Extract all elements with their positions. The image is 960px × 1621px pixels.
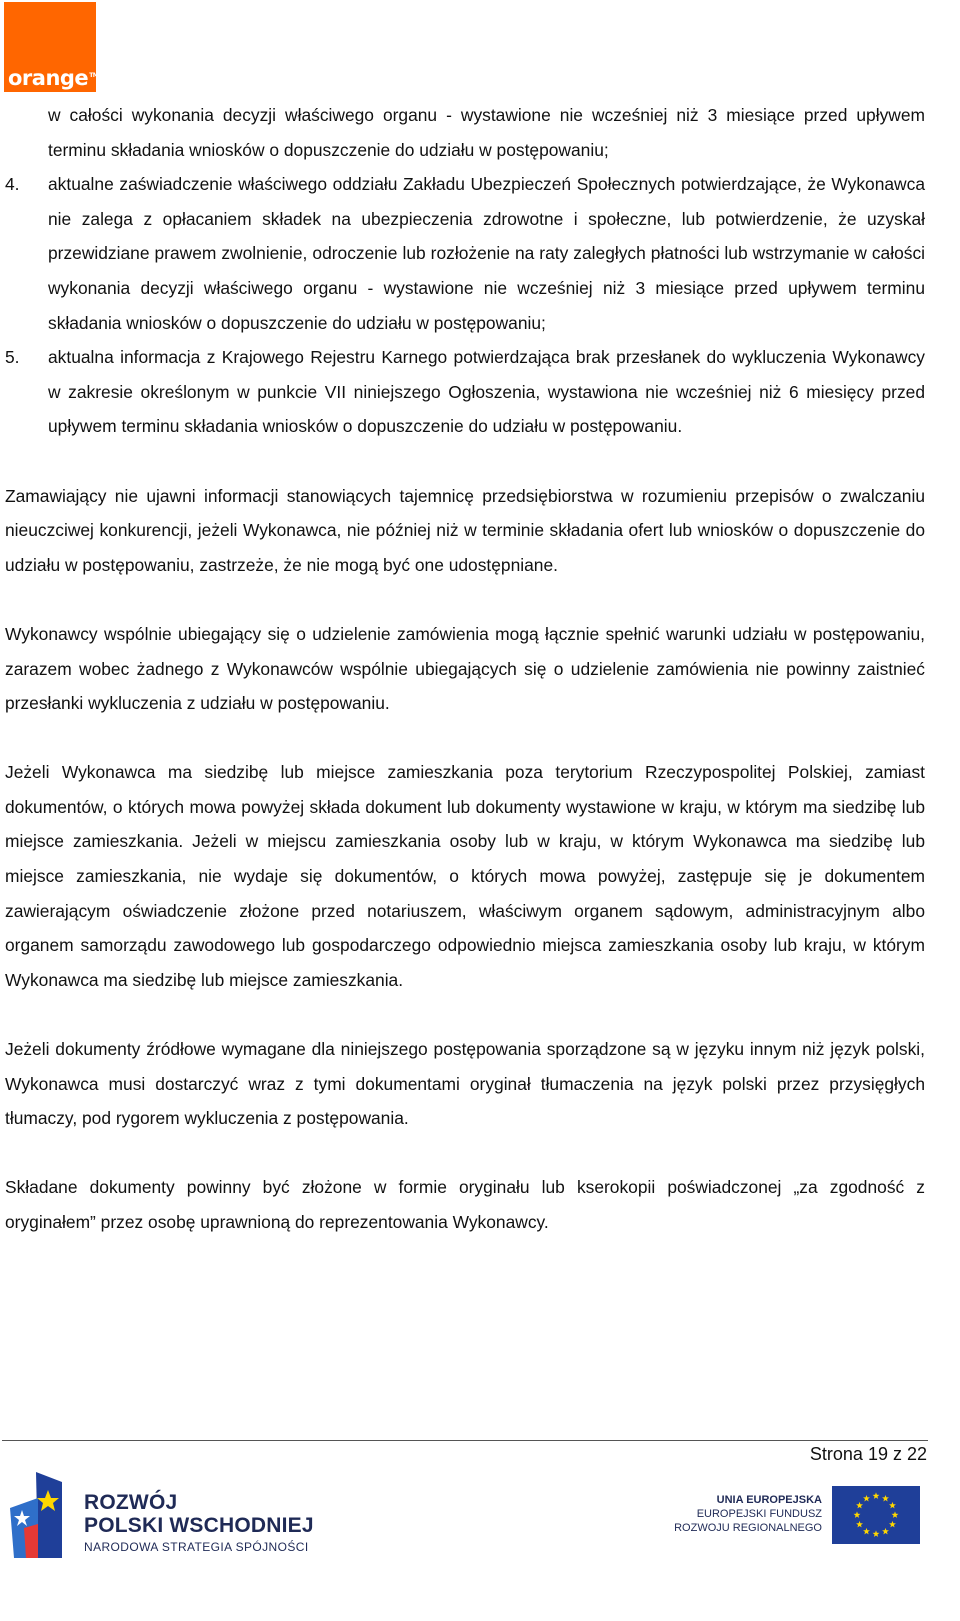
document-body: [5, 98, 925, 1240]
list-item-text: aktualne zaświadczenie właściwego oddziału Zakładu Ubezpieczeń Społecznych potwierdzające, że Wykonawca nie zalega z opłacaniem składek na ubezpieczenia zdrowotne i społeczne, lub potwierdzenie, że uzyskał przewidziane prawem zwolnienie, odroczenie lub rozłożenie na raty zaległych płatności lub wstrzymanie w całości wykonania decyzji właściwego organu - wystawione nie wcześniej niż 3 miesiące przed upływem terminu składania wniosków o dopuszczenie do udziału w postępowaniu;: [48, 174, 925, 333]
eu-flag-icon: [832, 1486, 920, 1544]
paragraph-confidentiality: Zamawiający nie ujawni informacji stanowiących tajemnicę przedsiębiorstwa w rozumieniu przepisów o zwalczaniu nieuczciwej konkurencji, jeżeli Wykonawca, nie później niż w terminie składania ofert lub wniosków o dopuszczenie do udziału w postępowaniu, zastrzeże, że nie mogą być one udostępniane.: [5, 485, 925, 575]
paragraph-document-form: Składane dokumenty powinny być złożone w formie oryginału lub kserokopii poświadczonej „za zgodność z oryginałem” przez osobę uprawnioną do reprezentowania Wykonawcy.: [5, 1177, 925, 1232]
page-number: Strona 19 z 22: [809, 1444, 927, 1464]
eu-fund-caption: [660, 1493, 822, 1535]
orange-logo-text: orange™: [8, 66, 99, 90]
eu-line-1: UNIA EUROPEJSKA: [716, 1494, 822, 1506]
paragraph-foreign-documents: Jeżeli Wykonawca ma siedzibę lub miejsce zamieszkania poza terytorium Rzeczypospolitej Polskiej, zamiast dokumentów, o których mowa powyżej składa dokument lub dokumenty wystawione w kraju, w którym ma siedzibę lub miejsce zamieszkania. Jeżeli w miejscu zamieszkania osoby lub w kraju, w którym Wykonawca ma siedzibę lub miejsce zamieszkania, nie wydaje się dokumentów, o których mowa powyżej, zastępuje się je dokumentem zawierającym oświadczenie złożone przed notariuszem, właściwym organem sądowym, administracyjnym albo organem samorządu zawodowego lub gospodarczego odpowiednio miejsca zamieszkania osoby lub kraju, w którym Wykonawca ma siedzibę lub miejsce zamieszkania.: [5, 762, 925, 990]
list-number: 4.: [5, 174, 20, 195]
paragraph-translation: Jeżeli dokumenty źródłowe wymagane dla niniejszego postępowania sporządzone są w języku innym niż język polski, Wykonawca musi dostarczyć wraz z tymi dokumentami oryginał tłumaczenia na język polski przez przysięgłych tłumaczy, pod rygorem wykluczenia z postępowania.: [5, 1039, 925, 1129]
rpw-title-line2: POLSKI WSCHODNIEJ: [84, 1514, 314, 1537]
list-item-4: [5, 167, 925, 340]
rozwoj-polski-wschodniej-logo: [84, 1491, 314, 1554]
paragraph-joint-contractors: Wykonawcy wspólnie ubiegający się o udzielenie zamówienia mogą łącznie spełnić warunki udziału w postępowaniu, zarazem wobec żadnego z Wykonawców wspólnie ubiegających się o udzielenie zamówienia nie powinny zaistnieć przesłanki wykluczenia z udziału w postępowaniu.: [5, 623, 925, 714]
rpw-subtitle: NARODOWA STRATEGIA SPÓJNOŚCI: [84, 1540, 309, 1554]
requirements-list: [5, 98, 925, 444]
list-item-5: [5, 340, 925, 444]
list-number: 5.: [5, 347, 20, 368]
list-item-text: aktualna informacja z Krajowego Rejestru Karnego potwierdzająca brak przesłanek do wykluczenia Wykonawcy w zakresie określonym w punkcie VII niniejszego Ogłoszenia, wystawiona nie wcześniej niż 6 miesięcy przed upływem terminu składania wniosków o dopuszczenie do udziału w postępowaniu.: [48, 347, 925, 437]
list-item-continuation: w całości wykonania decyzji właściwego organu - wystawione nie wcześniej niż 3 miesiące przed upływem terminu składania wniosków o dopuszczenie do udziału w postępowaniu;: [48, 105, 925, 160]
orange-logo: [4, 2, 99, 92]
footer-divider: [2, 1440, 928, 1441]
rpw-title-line1: ROZWÓJ: [84, 1491, 178, 1514]
logo-trademark: TM: [89, 72, 99, 79]
eu-line-3: ROZWOJU REGIONALNEGO: [674, 1522, 822, 1534]
rozwoj-polski-wschodniej-emblem-icon: [4, 1468, 64, 1560]
eu-line-2: EUROPEJSKI FUNDUSZ: [696, 1508, 822, 1520]
